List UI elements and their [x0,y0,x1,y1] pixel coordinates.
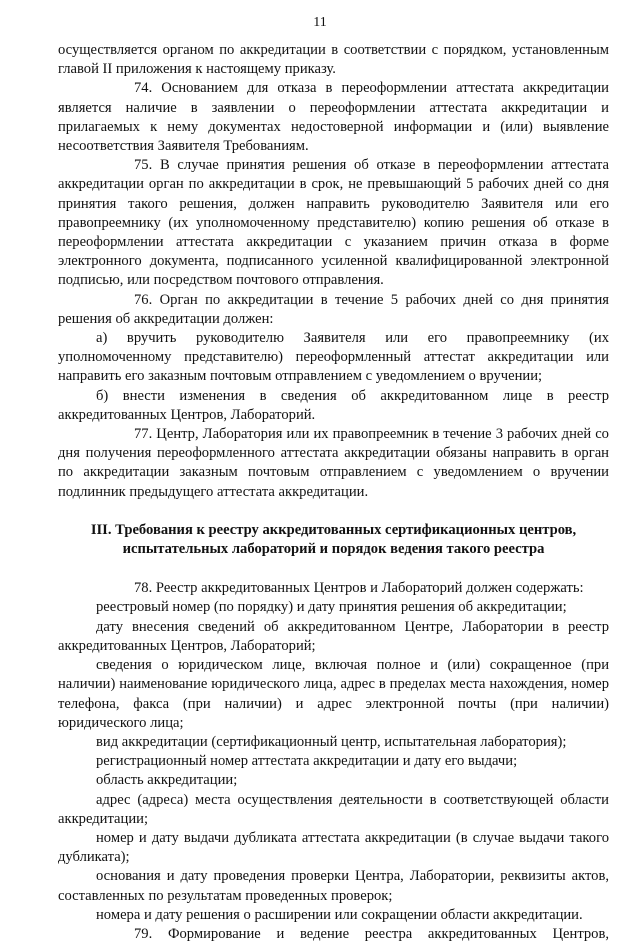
list-item: вид аккредитации (сертификационный центр, испытательная лаборатория); [96,733,567,750]
paragraph-continuation: осуществляется органом по аккредитации в соответствии с порядком, установленным главой II приложения к настоящему приказу. [58,42,609,78]
list-item: адрес (адреса) места осуществления деятельности в соответствующей области аккредитации; [58,791,609,827]
section-heading: III. Требования к реестру аккредитованных сертификационных центров, испытательных лабораторий и порядок ведения такого реестра [90,521,577,558]
list-item: область аккредитации; [96,772,238,789]
paragraph-78: 78. Реестр аккредитованных Центров и Лабораторий должен содержать: [58,579,609,598]
list-item: регистрационный номер аттестата аккредитации и дату его выдачи; [96,753,518,770]
paragraph-number: 76. [134,291,153,308]
paragraph-number: 79. [134,925,153,942]
list-item-a: а) вручить руководителю Заявителя или его правопреемнику (их уполномоченному представителю) переоформленный аттестат аккредитации или направить его заказным почтовым отправлением с уведомлением о вручении; [58,330,609,385]
paragraph-79: 79. Формирование и ведение реестра аккредитованных Центров, [58,925,609,944]
paragraph-74: 74. Основанием для отказа в переоформлении аттестата аккредитации является наличие в заявлении о переоформлении аттестата аккредитации и прилагаемых к нему документах недостоверной информации и (или) выявление несоответствия Заявителя Требованиям. [58,80,609,155]
paragraph-76: 76. Орган по аккредитации в течение 5 рабочих дней со дня принятия решения об аккредитации должен: [58,291,609,327]
paragraph-77: 77. Центр, Лаборатория или их правопреемник в течение 3 рабочих дней со дня получения переоформленного аттестата аккредитации обязаны направить в орган по аккредитации заказным почтовым отправлением с уведомлением о вручении подлинник предыдущего аттестата аккредитации. [58,426,609,500]
list-item: дату внесения сведений об аккредитованном Центре, Лаборатории в реестр аккредитованных Центров, Лабораторий; [58,618,609,654]
paragraph-number: 77. [134,426,153,443]
paragraph-number: 74. [134,80,153,97]
paragraph-number: 78. [134,580,153,597]
paragraph-75: 75. В случае принятия решения об отказе в переоформлении аттестата аккредитации орган по аккредитации в срок, не превышающий 5 рабочих дней со дня принятия такого решения, должен направить руководителю Заявителя или его правопреемнику (их уполномоченному представителю) копию решения об отказе в переоформлении аттестата аккредитации с указанием причин отказа в форме электронного документа, подписанного усиленной квалифицированной электронной подписью, или посредством почтового отправления. [58,157,610,289]
document-body [58,41,609,944]
list-item: основания и дату проведения проверки Центра, Лаборатории, реквизиты актов, составленных по результатам проведенных проверок; [58,868,609,904]
list-item: номера и дату решения о расширении или сокращении области аккредитации. [96,906,583,923]
list-item: сведения о юридическом лице, включая полное и (или) сокращенное (при наличии) наименование юридического лица, адрес в пределах места нахождения, номер телефона, факса (при наличии) и адрес электронной почты (при наличии) юридического лица; [58,657,609,731]
list-item: номер и дату выдачи дубликата аттестата аккредитации (в случае выдачи такого дубликата); [58,829,609,866]
list-item-b: б) внести изменения в сведения об аккредитованном лице в реестр аккредитованных Центров, Лабораторий. [58,387,609,423]
page-number: 11 [313,15,327,30]
list-item: реестровый номер (по порядку) и дату принятия решения об аккредитации; [96,599,567,616]
paragraph-number: 75. [134,157,153,174]
